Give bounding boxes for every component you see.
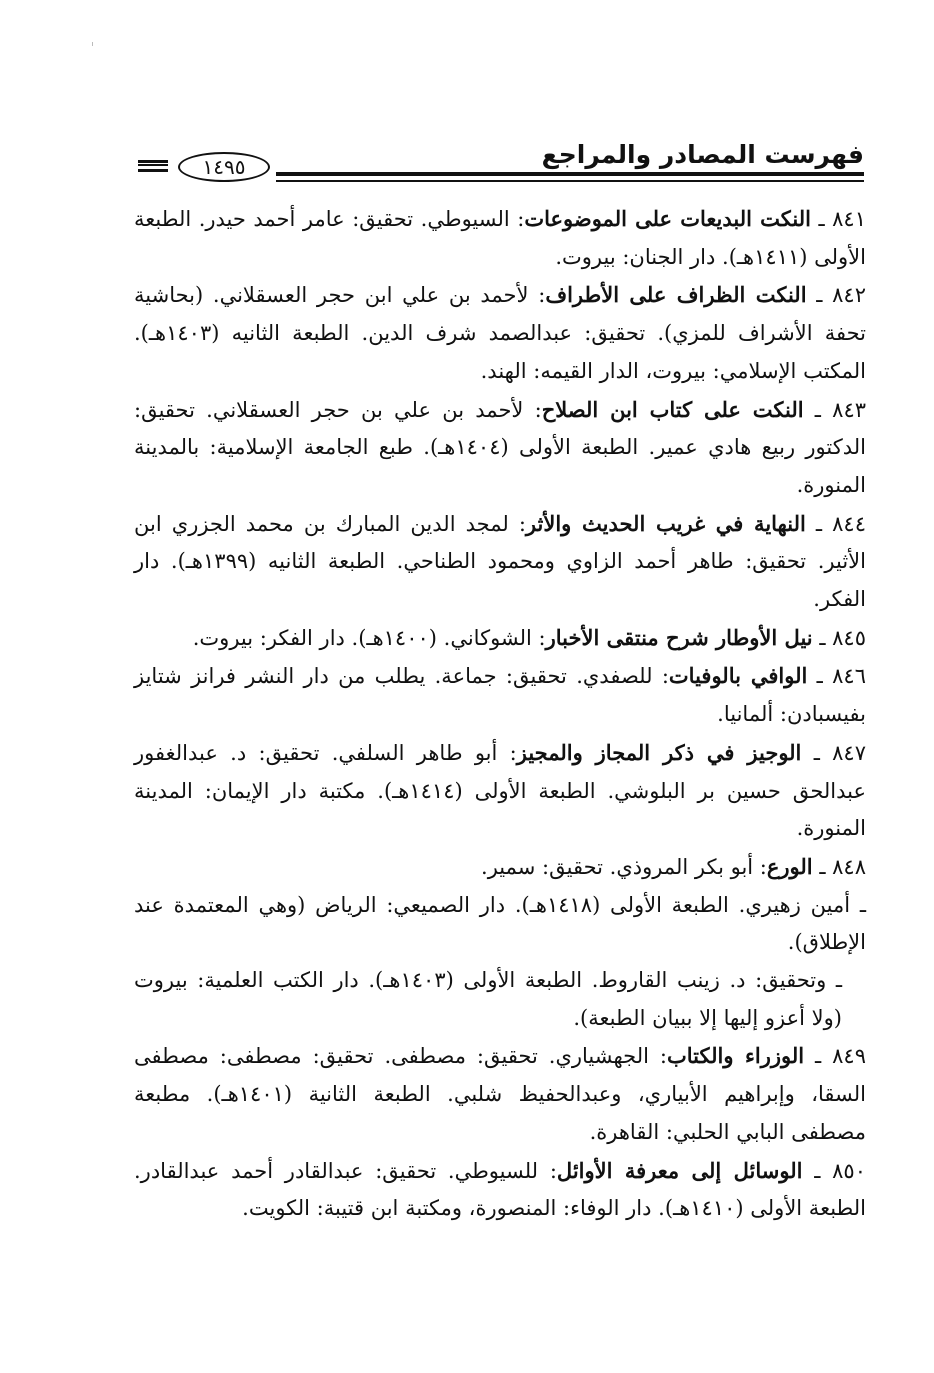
scan-speck (92, 42, 93, 46)
entry-title: النكت البديعات على الموضوعات (524, 206, 811, 231)
entry-number: ٨٤٧ ـ (801, 740, 866, 765)
entry-number: ٨٤١ ـ (810, 207, 866, 231)
bibliography-list (134, 200, 866, 1228)
entry-title: النكت على كتاب ابن الصلاح (541, 396, 804, 422)
entry-title: نيل الأوطار شرح منتقى الأخبار (545, 624, 813, 650)
entry-number: ٨٥٠ ـ (802, 1158, 866, 1183)
entry-number: ٨٤٥ ـ (812, 625, 866, 650)
bibliography-entry (134, 391, 866, 505)
entry-sub-edition: ـ أمين زهيري. الطبعة الأولى (١٤١٨هـ). دار الصميعي: الرياض (وهي المعتمدة عند الإطلاق). (134, 892, 867, 955)
header-rule-left (138, 160, 168, 172)
page-number: ١٤٩٥ (178, 152, 270, 182)
bibliography-entry (134, 1037, 866, 1151)
entry-details: : أبو طاهر السلفي. تحقيق: د. عبدالغفور عبدالحق حسين بر البلوشي. الطبعة الأولى (١٤١٤هـ). مكتبة دار الإيمان: المدينة المنورة. (134, 740, 866, 841)
running-title: فهرست المصادر والمراجع (541, 140, 864, 169)
entry-details: : السيوطي. تحقيق: عامر أحمد حيدر. الطبعة الأولى (١٤١١هـ). دار الجنان: بيروت. (134, 207, 866, 269)
header-rule-right (276, 172, 864, 182)
bibliography-entry (134, 276, 866, 390)
entry-details: : الجهشياري. تحقيق: مصطفى. تحقيق: مصطفى: مصطفى السقا، وإبراهيم الأبياري، وعبدالحفيظ شلبي. الطبعة الثانية (١٤٠١هـ). مطبعة مصطفى البابي الحلبي: القاهرة. (134, 1044, 866, 1144)
entry-title: الوافي بالوفيات (668, 663, 808, 689)
entry-details: : للصفدي. تحقيق: جماعة. يطلب من دار النشر فرانز شتايز بفيسبادن: ألمانيا. (134, 664, 866, 727)
bibliography-entry (134, 657, 866, 733)
bibliography-entry (134, 734, 866, 848)
entry-number: ٨٤٦ ـ (807, 664, 866, 689)
entry-details: : لأحمد بن علي بن حجر العسقلاني. تحقيق: الدكتور ربيع هادي عمير. الطبعة الأولى (١٤٠٤هـ). طبع الجامعة الإسلامية: بالمدينة المنورة. (134, 397, 866, 497)
entry-number: ٨٤٩ ـ (804, 1044, 866, 1069)
entry-title: الوسائل إلى معرفة الأوائل (556, 1157, 803, 1183)
entry-details: : لأحمد بن علي ابن حجر العسقلاني. (بحاشية تحفة الأشراف للمزي). تحقيق: عبدالصمد شرف الدين. الطبعة الثانيه (١٤٠٣هـ). المكتب الإسلامي: بيروت، الدار القيمه: الهند. (134, 283, 866, 383)
bibliography-entry (134, 200, 866, 276)
entry-title: الوجيز في ذكر المجاز والمجيز (516, 739, 802, 765)
entry-sub-edition: ـ وتحقيق: د. زينب القاروط. الطبعة الأولى (١٤٠٣هـ). دار الكتب العلمية: بيروت (ولا أعزو إليها إلا ببيان الطبعة). (134, 968, 842, 1030)
entry-title: النهاية في غريب الحديث والأثر (525, 510, 806, 536)
entry-title: الوزراء والكتاب (666, 1043, 805, 1069)
entry-details: : للسيوطي. تحقيق: عبدالقادر أحمد عبدالقادر. الطبعة الأولى (١٤١٠هـ). دار الوفاء: المنصورة، ومكتبة ابن قتيبة: الكويت. (134, 1158, 866, 1221)
bibliography-entry (134, 505, 866, 619)
page-header (138, 138, 864, 190)
entry-details: : لمجد الدين المبارك بن محمد الجزري ابن الأثير. تحقيق: طاهر أحمد الزاوي ومحمود الطناحي. الطبعة الثانيه (١٣٩٩هـ). دار الفكر. (134, 511, 866, 612)
entry-title: النكت الظراف على الأطراف (545, 282, 807, 308)
bibliography-entry (134, 619, 866, 658)
entry-number: ٨٤٤ ـ (805, 511, 866, 536)
entry-title: الورع (766, 853, 813, 879)
entry-details: : أبو بكر المروذي. تحقيق: سمير. (481, 854, 767, 879)
entry-details: : الشوكاني. (١٤٠٠هـ). دار الفكر: بيروت. (192, 625, 546, 650)
bibliography-entry (134, 848, 866, 887)
entry-number: ٨٤٢ ـ (806, 283, 866, 308)
entry-number: ٨٤٣ ـ (803, 397, 867, 422)
entry-number: ٨٤٨ ـ (812, 854, 866, 879)
bibliography-entry (134, 1152, 866, 1228)
